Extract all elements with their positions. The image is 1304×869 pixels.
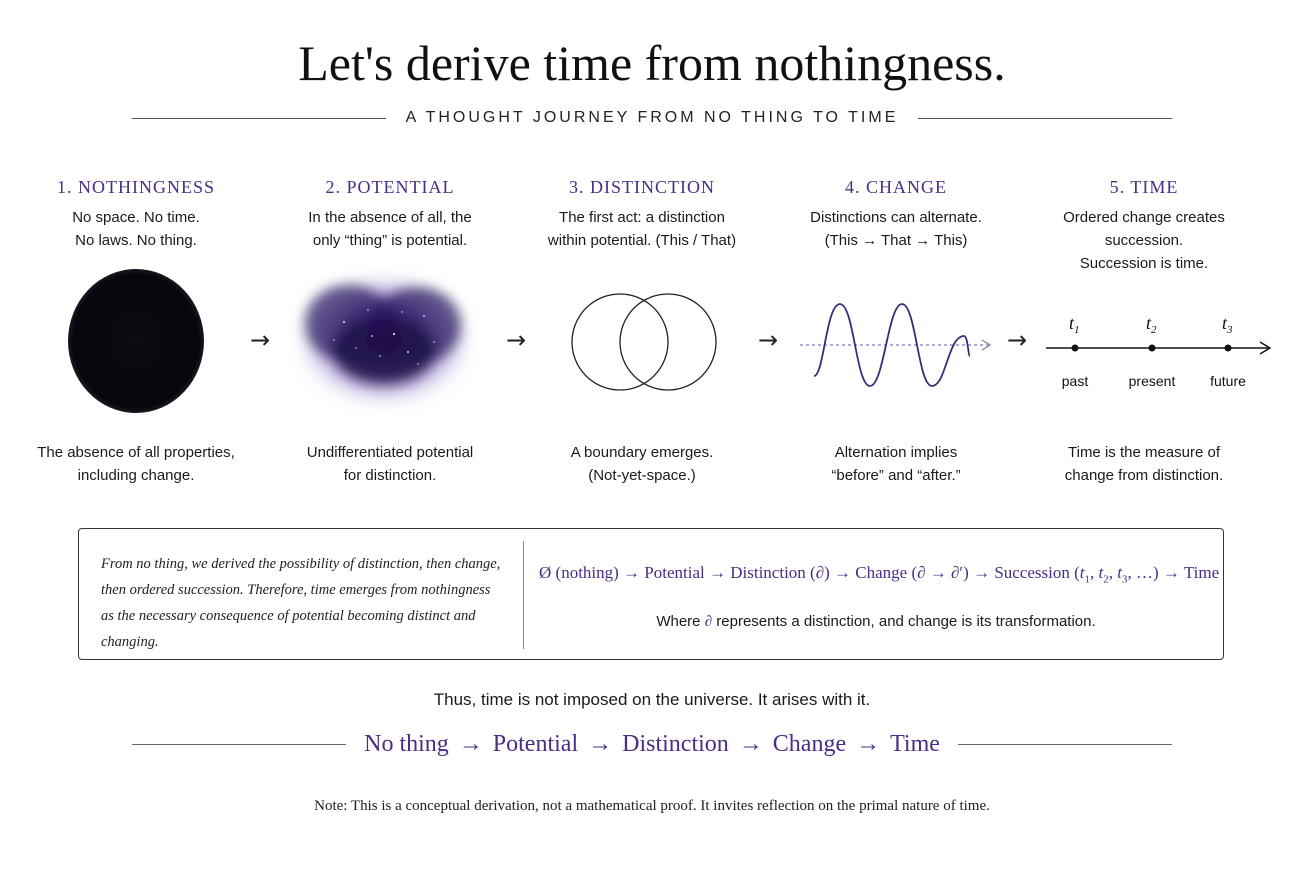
chain-item: Distinction xyxy=(622,730,729,757)
caption-line: change from distinction. xyxy=(1064,467,1224,484)
step-description xyxy=(776,206,1016,252)
caption-line: “before” and “after.” xyxy=(831,467,961,484)
formula-potential: Potential xyxy=(644,563,705,582)
timeline-tick-t3 xyxy=(1210,313,1246,389)
subtitle-row xyxy=(132,106,1172,130)
step-arrow-4: → xyxy=(1007,326,1028,354)
step-description xyxy=(16,206,256,252)
step-caption xyxy=(522,441,762,487)
caption-line: Alternation implies xyxy=(834,444,958,461)
chain-item: Potential xyxy=(492,730,579,757)
step-description xyxy=(1024,206,1264,275)
caption-line: Undifferentiated potential xyxy=(306,444,474,461)
step-caption xyxy=(16,441,256,487)
timeline-label-present: present xyxy=(1128,373,1176,389)
chain-item: No thing xyxy=(364,730,449,757)
formula-arrow: → xyxy=(973,563,991,582)
formula-time: Time xyxy=(1183,563,1220,582)
summary-formula xyxy=(539,563,1220,586)
step-desc-line: only “thing” is potential. xyxy=(312,232,468,249)
nothingness-black-circle xyxy=(56,268,216,428)
step-caption xyxy=(270,441,510,487)
page-title: Let's derive time from nothingness. xyxy=(298,35,1006,91)
timeline-label-future: future xyxy=(1210,373,1246,389)
step-arrow-1: → xyxy=(250,326,271,354)
conclusion-text: Thus, time is not imposed on the universe. It arises with it. xyxy=(433,690,871,709)
timeline xyxy=(1040,300,1278,400)
step-desc-line: within potential. (This / That) xyxy=(547,232,737,249)
svg-text:t2: $t_2$ xyxy=(1146,313,1157,336)
potential-cloud xyxy=(284,252,484,432)
formula-distinction: Distinction (∂) xyxy=(730,563,830,582)
chain-arrow: → xyxy=(856,730,881,757)
chain-rule-right xyxy=(958,744,1172,745)
formula-arrow: → xyxy=(1162,563,1180,582)
step-heading: 5. TIME xyxy=(1109,177,1179,197)
caption-line: Time is the measure of xyxy=(1068,444,1220,461)
chain-item: Time xyxy=(890,730,940,757)
step-heading: 1. NOTHINGNESS xyxy=(57,177,215,197)
step-nothingness xyxy=(16,174,256,252)
step-desc-line: Succession is time. xyxy=(1079,255,1209,272)
page-subtitle: A THOUGHT JOURNEY FROM NO THING TO TIME xyxy=(405,109,899,126)
step-distinction xyxy=(522,174,762,252)
summary-where: Where ∂ represents a distinction, and change is its transformation. xyxy=(656,613,1096,630)
step-arrow-2: → xyxy=(506,326,527,354)
summary-box xyxy=(78,528,1224,660)
chain-arrow: → xyxy=(738,730,763,757)
step-desc-line: In the absence of all, the xyxy=(308,209,472,226)
caption-line: The absence of all properties, xyxy=(37,444,235,461)
step-desc-line: The first act: a distinction xyxy=(559,209,725,226)
timeline-label-past: past xyxy=(1061,373,1089,389)
step-caption xyxy=(776,441,1016,487)
step-desc-line: No laws. No thing. xyxy=(75,232,197,249)
formula-arrow: → xyxy=(623,563,641,582)
subtitle-rule-right xyxy=(918,118,1172,119)
svg-text:t3: $t_3$ xyxy=(1222,313,1233,336)
timeline-tick-t2 xyxy=(1129,313,1176,389)
step-time xyxy=(1024,174,1264,275)
formula-arrow: → xyxy=(709,563,726,582)
step-desc-line: succession. xyxy=(1104,232,1184,249)
chain-row xyxy=(132,728,1172,760)
step-desc-line: Ordered change creates xyxy=(1063,209,1225,226)
step-heading: 2. POTENTIAL xyxy=(325,177,455,197)
chain-rule-left xyxy=(132,744,346,745)
chain-arrow: → xyxy=(458,730,483,757)
formula-change: Change (∂ → ∂′) xyxy=(855,563,969,582)
step-heading: 3. DISTINCTION xyxy=(569,177,715,197)
step-desc-line: No space. No time. xyxy=(72,209,200,226)
step-desc-line: Distinctions can alternate. xyxy=(810,209,982,226)
formula-succession: Succession ($t_1$, $t_2$, $t_3$, …) xyxy=(994,563,1159,586)
summary-text: From no thing, we derived the possibility of distinction, then change, then ordered succession. Therefore, time emerges from nothingness as the necessary consequence of potential becoming distinct and changing. xyxy=(101,556,501,650)
svg-text:t1: $t_1$ xyxy=(1069,313,1080,336)
distinction-symbol: ∂ xyxy=(704,614,713,630)
summary-divider xyxy=(523,541,524,649)
step-description xyxy=(270,206,510,252)
timeline-tick-t1 xyxy=(1062,313,1089,389)
footnote: Note: This is a conceptual derivation, not a mathematical proof. It invites reflection on the primal nature of time. xyxy=(314,798,990,814)
distinction-venn-circles xyxy=(566,282,722,402)
step-caption xyxy=(1024,441,1264,487)
step-desc-line: (This → That → This) xyxy=(824,232,968,249)
caption-line: (Not-yet-space.) xyxy=(588,467,696,484)
step-change xyxy=(776,174,1016,252)
chain-arrow: → xyxy=(588,730,613,757)
formula-arrow: → xyxy=(834,563,852,582)
chain-item: Change xyxy=(772,730,847,757)
concept-chain xyxy=(346,731,958,758)
formula-empty-set: Ø (nothing) xyxy=(539,563,619,582)
subtitle-rule-left xyxy=(132,118,386,119)
caption-line: for distinction. xyxy=(343,467,437,484)
step-heading: 4. CHANGE xyxy=(845,177,947,197)
caption-line: A boundary emerges. xyxy=(570,444,714,461)
step-arrow-3: → xyxy=(758,326,779,354)
step-potential xyxy=(270,174,510,252)
step-description xyxy=(522,206,762,252)
caption-line: including change. xyxy=(77,467,195,484)
change-sine-wave xyxy=(796,296,1000,392)
